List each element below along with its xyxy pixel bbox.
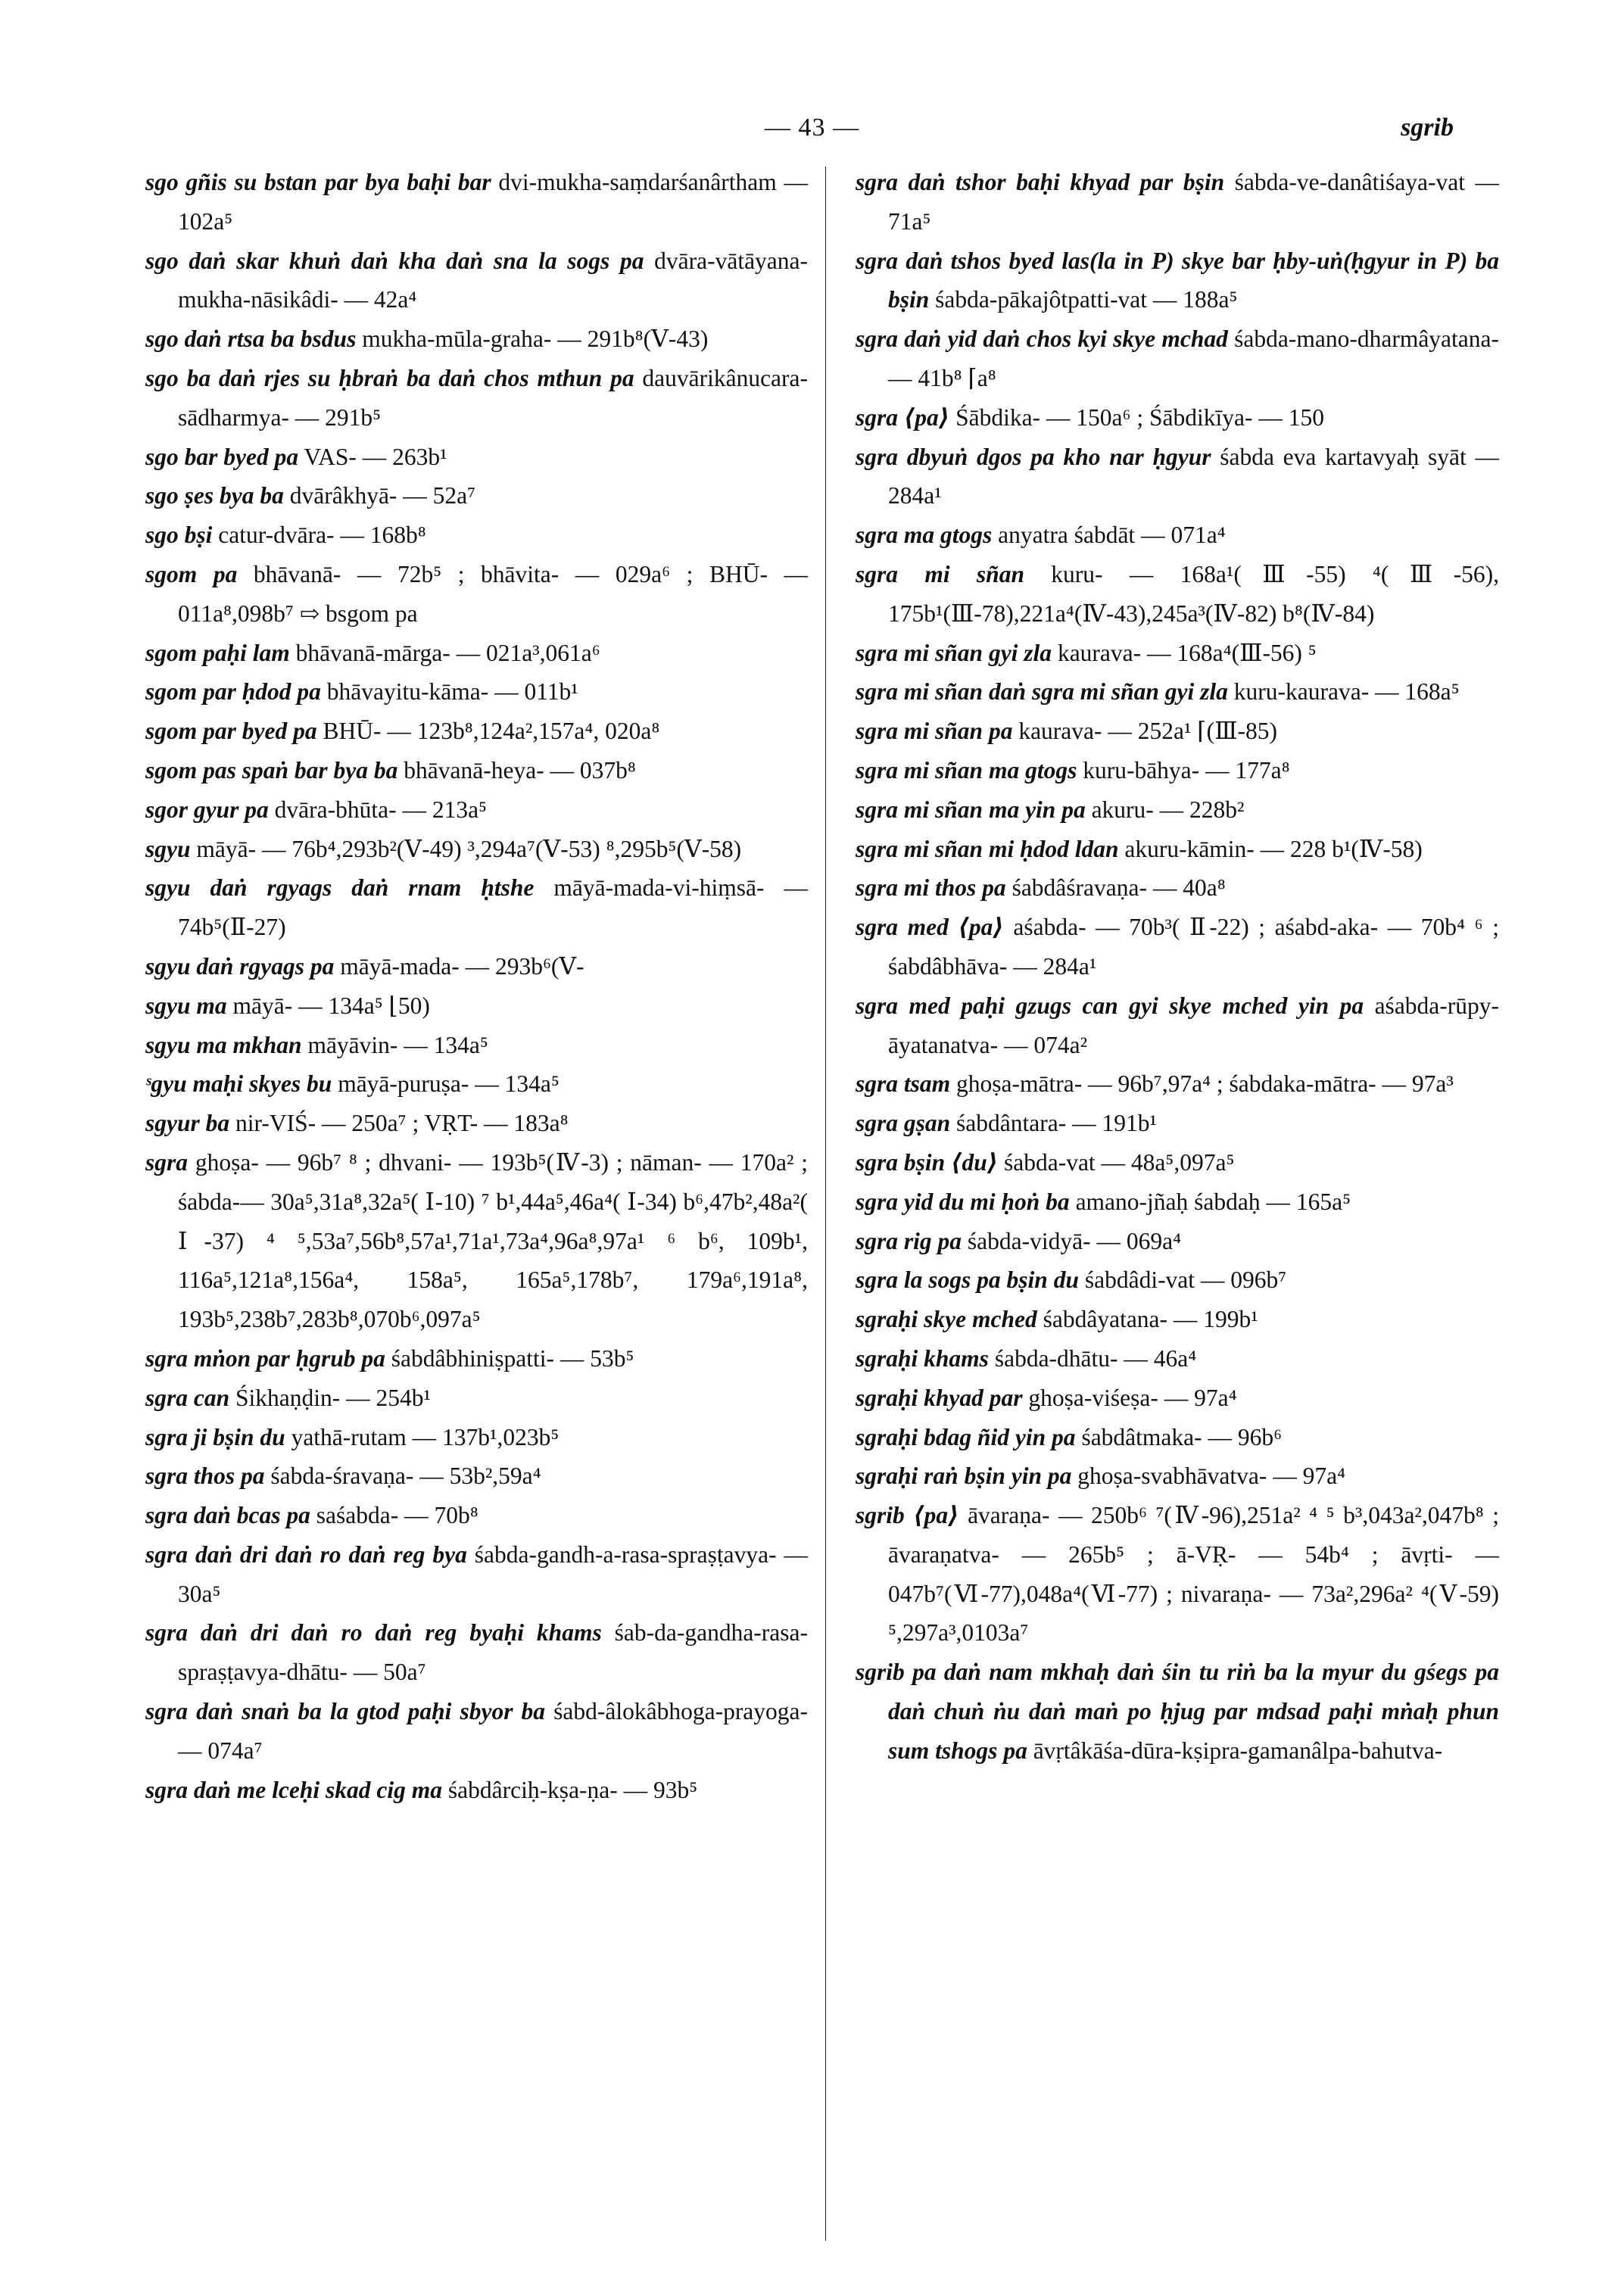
entry-definition: mukha-mūla-graha- — 291b⁸(Ⅴ-43) [362, 326, 709, 353]
entry-term: sgra mi sñan daṅ sgra mi sñan gyi zla [856, 678, 1228, 706]
entry-definition: śabda-mano-dharmâyatana- — 41b⁸ ⌈a⁸ [888, 326, 1499, 391]
dictionary-entry [145, 868, 808, 947]
entry-term: sgraḥi bdag ñid yin pa [856, 1423, 1076, 1450]
page-number: — 43 — [765, 114, 859, 142]
entry-definition: kaurava- — 168a⁴(Ⅲ-56) ⁵ [1057, 639, 1317, 666]
dictionary-entry [145, 1535, 808, 1614]
dictionary-entry [856, 1260, 1499, 1300]
entry-term: sgra daṅ yid daṅ chos kyi skye mchad [856, 326, 1228, 353]
dictionary-entry [856, 319, 1499, 398]
entry-term: sgra bṣin ⟨du⟩ [856, 1148, 999, 1176]
dictionary-entry [856, 398, 1499, 438]
entry-definition: āvṛtâkāśa-dūra-kṣipra-gamanâlpa-bahutva- [1033, 1737, 1443, 1764]
entry-term: sgra med paḥi gzugs can gyi skye mched yin pa [856, 992, 1364, 1019]
entry-definition: śabdâyatana- — 199b¹ [1043, 1306, 1258, 1333]
entry-definition: śabdâbhiniṣpatti- — 53b⁵ [391, 1344, 634, 1372]
entry-definition: kuru-bāhya- — 177a⁸ [1083, 756, 1290, 784]
entry-definition: akuru- — 228b² [1091, 796, 1245, 823]
entry-definition: śabda-vidyā- — 069a⁴ [967, 1227, 1182, 1254]
dictionary-entry [856, 1222, 1499, 1261]
dictionary-entry [145, 476, 808, 516]
entry-term: sgra mi sñan ma yin pa [856, 796, 1086, 823]
entry-term: sgra thos pa [145, 1463, 265, 1490]
dictionary-entry [145, 1104, 808, 1143]
entry-definition: śabda-ve-danâtiśaya-vat — 71a⁵ [888, 169, 1500, 235]
entry-definition: akuru-kāmin- — 228 b¹(Ⅳ-58) [1124, 835, 1423, 862]
entry-definition: māyā- — 76b⁴,293b²(Ⅴ-49) ³,294a⁷(Ⅴ-53) ⁸,295b⁵(Ⅴ-58) [196, 835, 742, 862]
dictionary-entry [145, 1339, 808, 1379]
entry-term: sgom par ḥdod pa [145, 678, 321, 706]
entry-term: sgyur ba [145, 1110, 230, 1137]
entry-definition: māyā- — 134a⁵ ⌊50) [232, 992, 430, 1019]
entry-term: sgyu daṅ rgyags pa [145, 952, 335, 980]
entry-definition: dvāra-bhūta- — 213a⁵ [274, 796, 488, 823]
entry-definition: ghoṣa-mātra- — 96b⁷,97a⁴ ; śabdaka-mātra- — 97a³ [956, 1070, 1454, 1098]
entry-term: sgra [145, 1148, 189, 1176]
entry-term: sgraḥi khams [856, 1344, 989, 1372]
entry-definition: āvaraṇa- — 250b⁶ ⁷(Ⅳ-96),251a² ⁴ ⁵ b³,043a²,047b⁸ ; āvaraṇatva- — 265b⁵ ; ā-VṚ- — 54b⁴ ; āvṛti- — 047b⁷(Ⅵ-77),048a⁴(Ⅵ-77) ; nivaraṇa- — 73a²,296a² ⁴(Ⅴ-59) ⁵,297a³,0103a⁷ [888, 1502, 1499, 1647]
entry-term: sgra yid du mi ḥoṅ ba [856, 1188, 1070, 1215]
entry-term: sgrib ⟨pa⟩ [856, 1502, 959, 1529]
entry-definition: kuru-kaurava- — 168a⁵ [1233, 678, 1460, 706]
dictionary-entry [856, 751, 1499, 790]
right-column [856, 163, 1499, 1771]
entry-definition: śabdântara- — 191b¹ [956, 1110, 1157, 1137]
entry-term: sgra rig pa [856, 1227, 962, 1254]
entry-definition: dauvārikânucara-sādharmya- — 291b⁵ [178, 364, 808, 431]
dictionary-entry [145, 1026, 808, 1065]
entry-definition: bhāvayitu-kāma- — 011b¹ [326, 678, 578, 706]
dictionary-entry [856, 830, 1499, 869]
entry-definition: kaurava- — 252a¹ ⌈(Ⅲ-85) [1018, 718, 1277, 745]
entry-term: sgom pas spaṅ bar bya ba [145, 756, 398, 784]
dictionary-entry [856, 790, 1499, 830]
left-column [145, 163, 808, 1809]
entry-term: sgra tsam [856, 1070, 951, 1098]
dictionary-entry [145, 319, 808, 359]
dictionary-entry [856, 986, 1499, 1065]
dictionary-entry [856, 868, 1499, 908]
entry-definition: māyā-mada-vi-hiṃsā- — 74b⁵(Ⅱ-27) [178, 874, 808, 941]
entry-term: sgo gñis su bstan par bya baḥi bar [145, 169, 491, 195]
dictionary-entry [856, 1339, 1499, 1379]
entry-term: sgo ba daṅ rjes su ḥbraṅ ba daṅ chos mthun pa [145, 364, 634, 391]
entry-term: sgrib pa daṅ nam mkhaḥ daṅ śin tu riṅ ba la myur du gśegs pa daṅ chuṅ ṅu daṅ maṅ po ḥjug par mdsad paḥi mṅaḥ phun sum tshogs pa [856, 1659, 1499, 1764]
entry-definition: śabdâśravaṇa- — 40a⁸ [1011, 874, 1226, 902]
entry-definition: śabda-pākajôtpatti-vat — 188a⁵ [935, 286, 1238, 313]
entry-definition: yathā-rutam — 137b¹,023b⁵ [291, 1423, 560, 1450]
dictionary-entry [856, 1143, 1499, 1182]
dictionary-entry [145, 241, 808, 320]
entry-definition: kuru- — 168a¹(Ⅲ-55) ⁴(Ⅲ-56), 175b¹(Ⅲ-78),221a⁴(Ⅳ-43),245a³(Ⅳ-82) b⁸(Ⅳ-84) [888, 560, 1499, 627]
entry-definition: bhāvanā-mārga- — 021a³,061a⁶ [295, 639, 600, 666]
entry-term: sgra gṣan [856, 1110, 951, 1137]
entry-term: sgo daṅ skar khuṅ daṅ kha daṅ sna la sogs pa [145, 247, 644, 274]
dictionary-entry [856, 908, 1499, 986]
entry-term: sgra mi sñan mi ḥdod ldan [856, 835, 1119, 862]
entry-term: sgra daṅ tshos byed las(la in P) skye bar ḥby-uṅ(ḥgyur in P) ba bṣin [856, 247, 1499, 313]
dictionary-entry [145, 516, 808, 555]
entry-definition: ghoṣa- — 96b⁷ ⁸ ; dhvani- — 193b⁵(Ⅳ-3) ; nāman- — 170a² ; śabda-— 30a⁵,31a⁸,32a⁵( Ⅰ-10) ⁷ b¹,44a⁵,46a⁴( Ⅰ-34) b⁶,47b²,48a²( Ⅰ-37) ⁴ ⁵,53a⁷,56b⁸,57a¹,71a¹,73a⁴,96a⁸,97a¹ ⁶ b⁶, 109b¹, 116a⁵,121a⁸,156a⁴, 158a⁵, 165a⁵,178b⁷, 179a⁶,191a⁸, 193b⁵,238b⁷,283b⁸,070b⁶,097a⁵ [178, 1148, 809, 1333]
dictionary-entry [856, 1064, 1499, 1104]
dictionary-entry [856, 516, 1499, 555]
entry-term: sgraḥi khyad par [856, 1384, 1023, 1411]
entry-term: sgo bṣi [145, 522, 213, 549]
entry-definition: aśabda-rūpy-āyatanatva- — 074a² [888, 992, 1499, 1058]
entry-term: sgor gyur pa [145, 796, 269, 823]
entry-term: sgra dbyuṅ dgos pa kho nar ḥgyur [856, 443, 1211, 470]
dictionary-entry [145, 947, 808, 986]
dictionary-entry [145, 712, 808, 751]
entry-definition: śabdârciḥ-kṣa-ṇa- — 93b⁵ [447, 1776, 698, 1803]
entry-term: sgra daṅ dri daṅ ro daṅ reg bya [145, 1541, 467, 1568]
dictionary-entry [856, 1379, 1499, 1418]
dictionary-entry [856, 241, 1499, 320]
entry-term: sgra mi sñan ma gtogs [856, 756, 1077, 784]
entry-definition: śabda-vat — 48a⁵,097a⁵ [1003, 1148, 1235, 1176]
dictionary-entry [856, 1418, 1499, 1457]
running-head: sgrib [1401, 114, 1454, 142]
dictionary-entry [145, 830, 808, 869]
dictionary-entry [856, 672, 1499, 712]
dictionary-entry [145, 751, 808, 790]
entry-definition: bhāvanā- — 72b⁵ ; bhāvita- — 029a⁶ ; BHŪ- — 011a⁸,098b⁷ ⇨ bsgom pa [178, 560, 808, 627]
entry-term: sgra daṅ bcas pa [145, 1502, 310, 1529]
entry-definition: catur-dvāra- — 168b⁸ [218, 522, 426, 549]
dictionary-entry [145, 1418, 808, 1457]
entry-definition: māyā-mada- — 293b⁶(Ⅴ- [340, 952, 584, 980]
entry-definition: dvārâkhyā- — 52a⁷ [289, 482, 476, 509]
dictionary-entry [145, 672, 808, 712]
dictionary-entry [856, 438, 1499, 516]
dictionary-entry [145, 790, 808, 830]
entry-term: sgra la sogs pa bṣin du [856, 1266, 1079, 1294]
dictionary-entry [145, 1496, 808, 1535]
dictionary-entry [145, 1692, 808, 1771]
dictionary-entry [145, 359, 808, 438]
dictionary-entry [856, 1496, 1499, 1653]
entry-term: sgra daṅ tshor baḥi khyad par bṣin [856, 169, 1225, 195]
dictionary-entry [145, 163, 808, 241]
entry-definition: dvi-mukha-saṃdarśanârtham — 102a⁵ [178, 169, 809, 235]
entry-term: sgra daṅ me lceḥi skad cig ma [145, 1776, 442, 1803]
dictionary-entry [145, 634, 808, 673]
entry-term: sgra mi sñan pa [856, 718, 1013, 745]
entry-definition: śabda-dhātu- — 46a⁴ [994, 1344, 1197, 1372]
entry-definition: śab-da-gandha-rasa-spraṣṭavya-dhātu- — 50a⁷ [178, 1619, 808, 1686]
dictionary-entry [145, 986, 808, 1026]
dictionary-entry [856, 1456, 1499, 1496]
dictionary-entry [856, 1300, 1499, 1339]
entry-definition: VAS- — 263b¹ [304, 443, 447, 470]
dictionary-entry [856, 163, 1499, 241]
entry-term: sgra daṅ dri daṅ ro daṅ reg byaḥi khams [145, 1619, 602, 1647]
dictionary-entry [145, 1613, 808, 1692]
entry-definition: dvāra-vātāyana-mukha-nāsikâdi- — 42a⁴ [178, 247, 808, 313]
entry-term: sgra mi sñan [856, 560, 1024, 587]
dictionary-entry [145, 1143, 808, 1339]
entry-definition: ghoṣa-svabhāvatva- — 97a⁴ [1077, 1463, 1346, 1490]
dictionary-entry [856, 634, 1499, 673]
entry-term: sgom par byed pa [145, 718, 317, 745]
entry-term: sgyu ma mkhan [145, 1031, 302, 1058]
entry-term: sgra can [145, 1384, 230, 1411]
entry-term: sgra ma gtogs [856, 522, 993, 549]
entry-term: sgra daṅ snaṅ ba la gtod paḥi sbyor ba [145, 1698, 546, 1725]
dictionary-entry [145, 1064, 808, 1104]
entry-definition: śabda-gandh-a-rasa-spraṣṭavya- — 30a⁵ [178, 1541, 808, 1607]
entry-term: sgyu [145, 835, 191, 862]
entry-term: sgo bar byed pa [145, 443, 299, 470]
entry-definition: Śikhaṇḍin- — 254b¹ [235, 1384, 431, 1411]
entry-term: sgra ⟨pa⟩ [856, 403, 950, 431]
entry-term: sgra ji bṣin du [145, 1423, 285, 1450]
entry-definition: māyā-puruṣa- — 134a⁵ [338, 1070, 560, 1098]
entry-definition: māyāvin- — 134a⁵ [307, 1031, 488, 1058]
dictionary-entry [856, 1104, 1499, 1143]
entry-term: sgo daṅ rtsa ba bsdus [145, 326, 357, 353]
dictionary-entry [145, 1771, 808, 1810]
entry-term: ˢgyu maḥi skyes bu [145, 1070, 332, 1098]
entry-definition: śabdâdi-vat — 096b⁷ [1084, 1266, 1287, 1294]
entry-term: sgom paḥi lam [145, 639, 290, 666]
entry-definition: ghoṣa-viśeṣa- — 97a⁴ [1028, 1384, 1237, 1411]
dictionary-entry [145, 1456, 808, 1496]
entry-term: sgra mi thos pa [856, 874, 1006, 902]
entry-term: sgyu daṅ rgyags daṅ rnam ḥtshe [145, 874, 535, 902]
entry-term: sgraḥi skye mched [856, 1306, 1037, 1333]
entry-term: sgyu ma [145, 992, 227, 1019]
dictionary-entry [856, 1653, 1499, 1770]
entry-term: sgra mṅon par ḥgrub pa [145, 1344, 385, 1372]
dictionary-entry [856, 555, 1499, 634]
entry-term: sgom pa [145, 560, 238, 587]
entry-definition: amano-jñaḥ śabdaḥ — 165a⁵ [1075, 1188, 1351, 1215]
entry-term: sgra med ⟨pa⟩ [856, 914, 1004, 941]
entry-definition: Śābdika- — 150a⁶ ; Śābdikīya- — 150 [955, 403, 1324, 431]
dictionary-entry [856, 712, 1499, 751]
entry-definition: śabda eva kartavyaḥ syāt — 284a¹ [888, 443, 1499, 509]
entry-definition: śabdâtmaka- — 96b⁶ [1081, 1423, 1283, 1450]
entry-definition: nir-VIŚ- — 250a⁷ ; VṚT- — 183a⁸ [235, 1110, 569, 1137]
entry-definition: śabda-śravaṇa- — 53b²,59a⁴ [270, 1463, 541, 1490]
entry-definition: bhāvanā-heya- — 037b⁸ [404, 756, 636, 784]
dictionary-entry [856, 1182, 1499, 1222]
dictionary-entry [145, 438, 808, 477]
entry-term: sgra mi sñan gyi zla [856, 639, 1052, 666]
entry-definition: anyatra śabdāt — 071a⁴ [998, 522, 1226, 549]
entry-term: sgraḥi raṅ bṣin yin pa [856, 1463, 1072, 1490]
dictionary-entry [145, 555, 808, 634]
entry-definition: aśabda- — 70b³( Ⅱ-22) ; aśabd-aka- — 70b⁴ ⁶ ; śabdâbhāva- — 284a¹ [888, 914, 1499, 980]
entry-definition: saśabda- — 70b⁸ [316, 1502, 478, 1529]
entry-definition: BHŪ- — 123b⁸,124a²,157a⁴, 020a⁸ [323, 718, 660, 745]
entry-term: sgo ṣes bya ba [145, 482, 284, 509]
entry-definition: śabd-âlokâbhoga-prayoga- — 074a⁷ [178, 1698, 809, 1764]
column-divider [825, 167, 826, 2241]
dictionary-entry [145, 1379, 808, 1418]
